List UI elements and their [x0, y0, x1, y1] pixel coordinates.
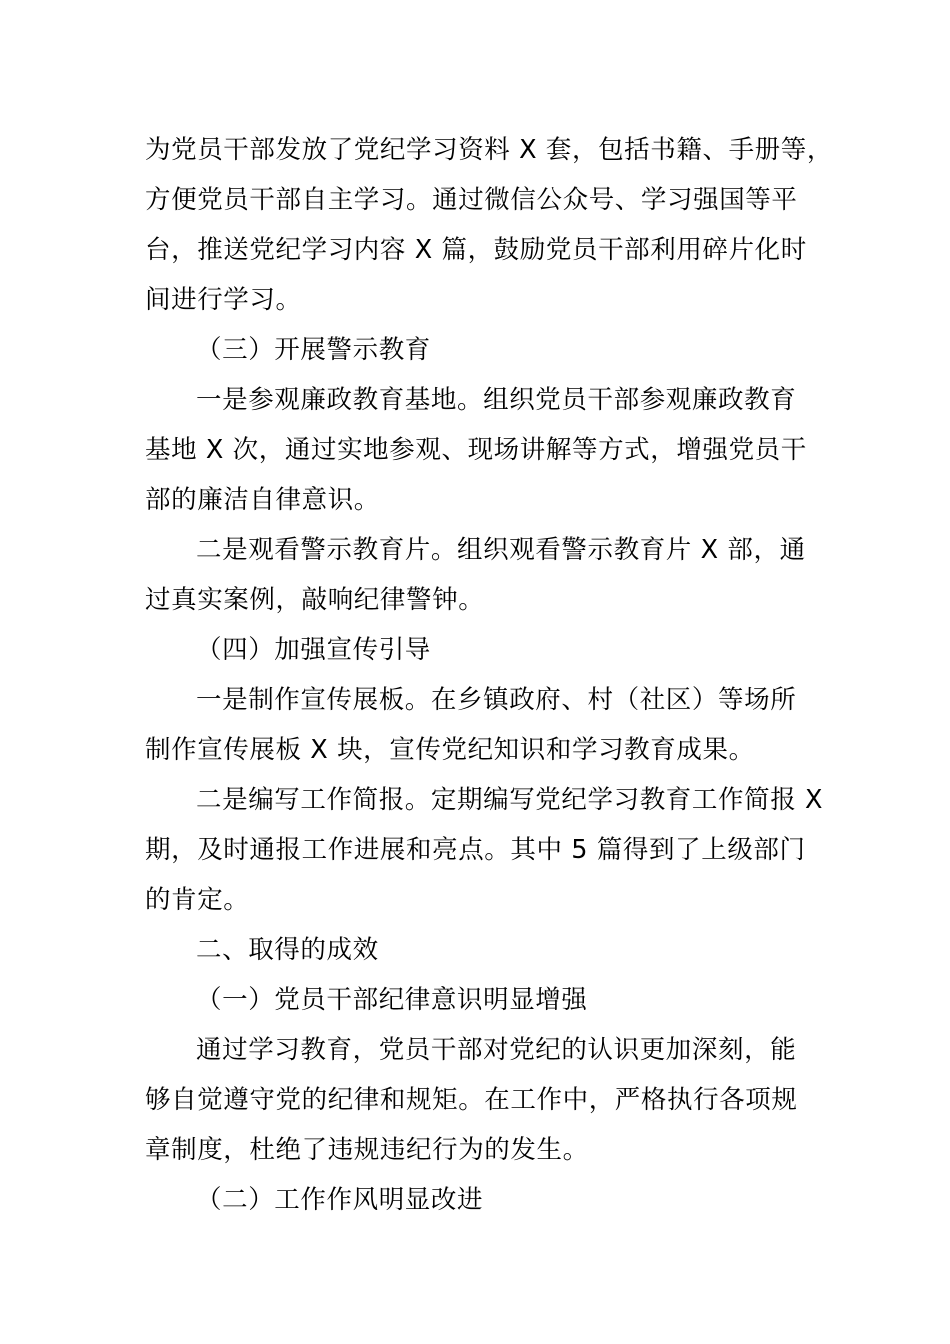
text-line: 通过学习教育，党员干部对党纪的认识更加深刻，能: [196, 1035, 797, 1065]
text-line: 间进行学习。: [145, 285, 302, 315]
chapter-heading: 二、取得的成效: [196, 935, 379, 965]
text-line: 章制度，杜绝了违规违纪行为的发生。: [145, 1135, 589, 1165]
text-line: 过真实案例，敲响纪律警钟。: [145, 585, 485, 615]
section-heading: （一）党员干部纪律意识明显增强: [196, 985, 588, 1015]
text-line: 二是观看警示教育片。组织观看警示教育片 X 部，通: [196, 535, 806, 565]
text-line: 二是编写工作简报。定期编写党纪学习教育工作简报 X: [196, 785, 824, 815]
section-heading: （二）工作作风明显改进: [196, 1185, 484, 1215]
text-line: 够自觉遵守党的纪律和规矩。在工作中，严格执行各项规: [145, 1085, 798, 1115]
section-heading: （四）加强宣传引导: [196, 635, 431, 665]
text-line: 部的廉洁自律意识。: [145, 485, 380, 515]
text-line: 的肯定。: [145, 885, 250, 915]
text-line: 基地 X 次，通过实地参观、现场讲解等方式，增强党员干: [145, 435, 807, 465]
text-line: 期，及时通报工作进展和亮点。其中 5 篇得到了上级部门: [145, 835, 806, 865]
text-line: 台，推送党纪学习内容 X 篇，鼓励党员干部利用碎片化时: [145, 235, 807, 265]
text-line: 方便党员干部自主学习。通过微信公众号、学习强国等平: [145, 185, 798, 215]
text-line: 一是参观廉政教育基地。组织党员干部参观廉政教育: [196, 385, 797, 415]
text-line: 制作宣传展板 X 块，宣传党纪知识和学习教育成果。: [145, 735, 755, 765]
section-heading: （三）开展警示教育: [196, 335, 431, 365]
text-line: 一是制作宣传展板。在乡镇政府、村（社区）等场所: [196, 685, 797, 715]
text-line: 为党员干部发放了党纪学习资料 X 套，包括书籍、手册等，: [145, 135, 833, 165]
